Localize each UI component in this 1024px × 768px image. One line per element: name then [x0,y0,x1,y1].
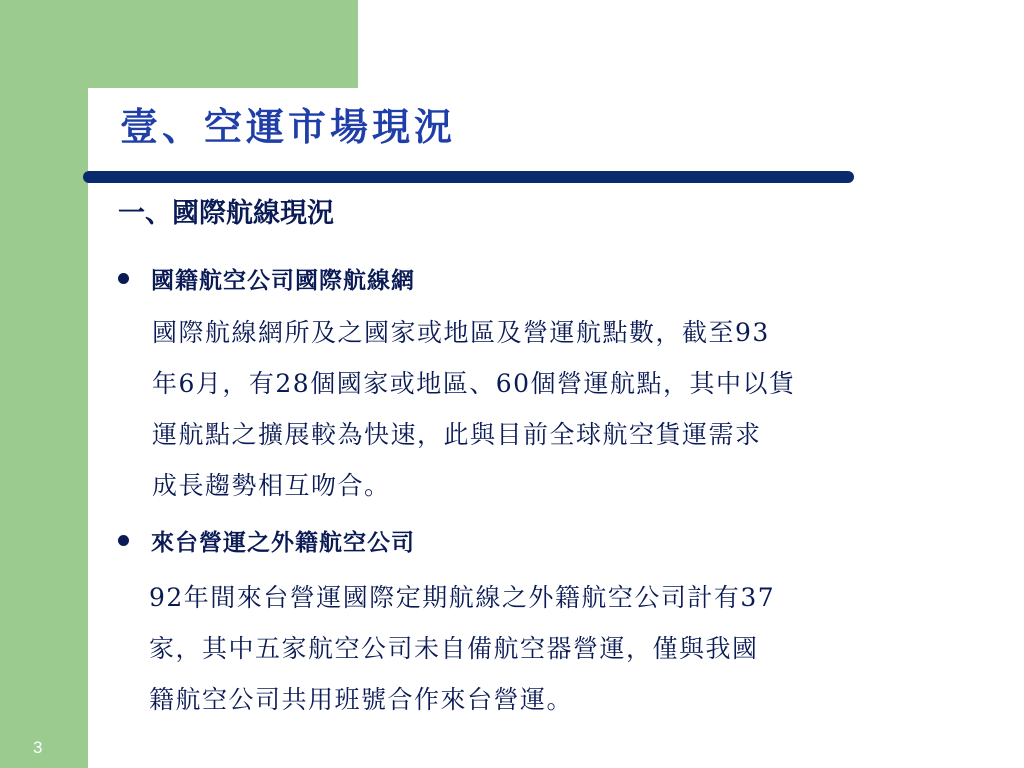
slide-title: 壹、空運市場現況 [120,104,457,149]
bullet-label: 來台營運之外籍航空公司 [151,529,415,556]
body-line: 成長趨勢相互吻合。 [152,471,391,500]
bullet-body-foreign-airlines [149,572,775,725]
body-line: 籍航空公司共用班號合作來台營運。 [149,685,574,714]
body-line: 92年間來台營運國際定期航線之外籍航空公司計有37 [149,583,776,612]
body-line: 家，其中五家航空公司未自備航空器營運，僅與我國 [149,634,759,663]
body-line: 國際航線網所及之國家或地區及營運航點數，截至93 [152,318,770,347]
bullet-label: 國籍航空公司國際航線網 [151,267,415,294]
bullet-item-domestic-network [118,262,415,295]
bullet-dot-icon [118,273,129,284]
body-line: 運航點之擴展較為快速，此與目前全球航空貨運需求 [152,420,762,449]
section-heading: 一、國際航線現況 [118,198,334,229]
bullet-dot-icon [118,535,129,546]
green-header-block [0,0,358,88]
body-line: 年6月，有28個國家或地區、60個營運航點，其中以貨 [152,369,796,398]
bullet-item-foreign-airlines [118,524,415,557]
green-sidebar [0,0,88,768]
title-underline [83,171,854,183]
bullet-body-domestic-network [152,307,796,511]
page-number: 3 [33,738,43,757]
